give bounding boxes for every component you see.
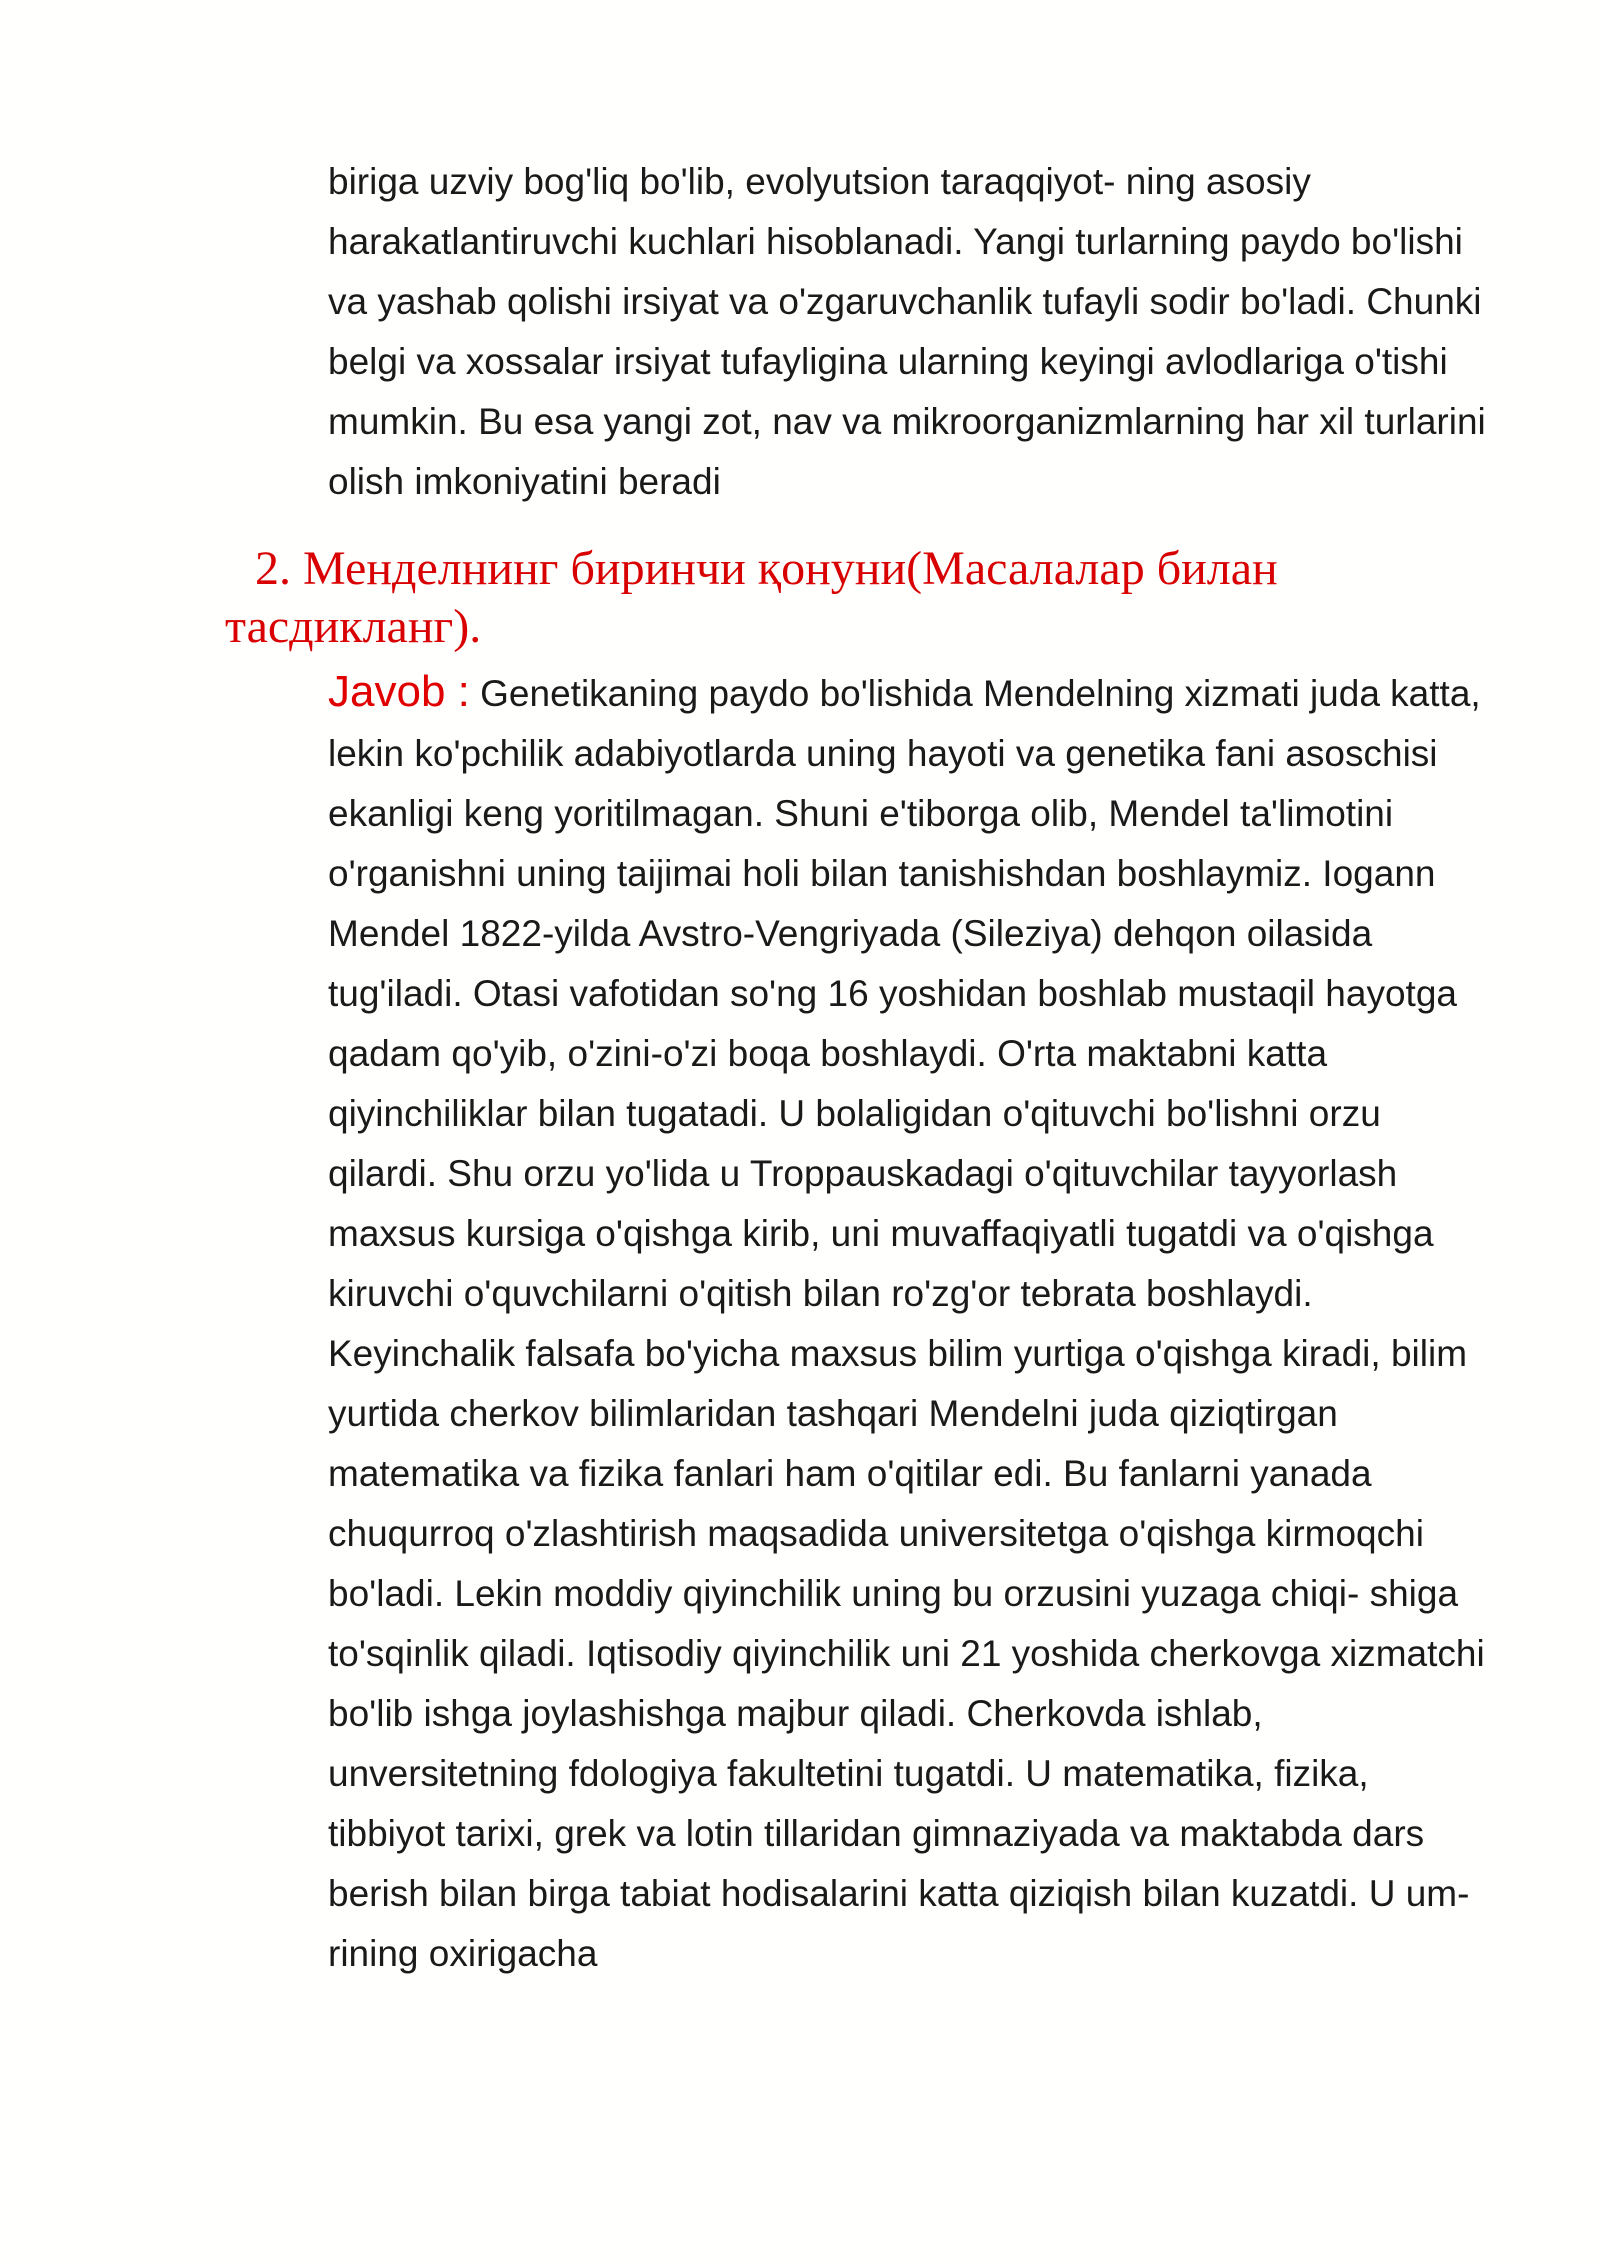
answer-text: Genetikaning paydo bo'lishida Mendelning xizmati juda katta, lekin ko'pchilik adabiyotlarda uning hayoti va genetika fani asoschisi ekanligi keng yoritilmagan. Shuni e'tiborga olib, Mendel ta'limotini o'rganishni uning taijimai holi bilan tanishishdan boshlaymiz. Iogann Mendel 1822-yilda Avstro-Vengriyada (Sileziya) dehqon oilasida tug'iladi. Otasi vafotidan so'ng 16 yoshidan boshlab mustaqil hayotga qadam qo'yib, o'zini-o'zi boqa boshlaydi. O'rta maktabni katta qiyinchiliklar bilan tugatadi. U bolaligidan o'qituvchi bo'lishni orzu qilardi. Shu orzu yo'lida u Troppauskadagi o'qituvchilar tayyorlash maxsus kursiga o'qishga kirib, uni muvaffaqiyatli tugatdi va o'qishga kiruvchi o'quvchilarni o'qitish bilan ro'zg'or tebrata boshlaydi. Keyinchalik falsafa bo'yicha maxsus bilim yurtiga o'qishga kiradi, bilim yurtida cherkov bilimlaridan tashqari Mendelni juda qiziqtirgan matematika va fizika fanlari ham o'qitilar edi. Bu fanlarni yanada chuqurroq o'zlashtirish maqsadida universitetga o'qishga kirmoqchi bo'ladi. Lekin moddiy qiyinchilik uning bu orzusini yuzaga chiqi- shiga to'sqinlik qiladi. Iqtisodiy qiyinchilik uni 21 yoshida cherkovga xizmatchi bo'lib ishga joylashishga majbur qiladi. Cherkovda ishlab, unversitetning fdologiya fakultetini tugatdi. U matematika, fizika, tibbiyot tarixi, grek va lotin tillaridan gimnaziyada va maktabda dars berish bilan birga tabiat hodisalarini katta qiziqish bilan kuzatdi. U um- rining oxirigacha (328, 673, 1485, 1974)
intro-paragraph: biriga uzviy bog'liq bo'lib, evolyutsion taraqqiyot- ning asosiy harakatlantiruvchi kuchlari hisoblanadi. Yangi turlarning paydo bo'lishi va yashab qolishi irsiyat va o'zgaruvchanlik tufayli sodir bo'ladi. Chunki belgi va xossalar irsiyat tufayligina ularning keyingi avlodlariga o'tishi mumkin. Bu esa yangi zot, nav va mikroorganizmlarning har xil turlarini olish imkoniyatini beradi (328, 161, 1486, 502)
answer-paragraph (328, 662, 1493, 1984)
section-heading (225, 540, 1475, 656)
section-title: Менделнинг биринчи қонуни(Масалалар билан тасдикланг). (225, 542, 1278, 653)
section-number: 2. (255, 542, 291, 595)
answer-label: Javob : (328, 667, 470, 716)
